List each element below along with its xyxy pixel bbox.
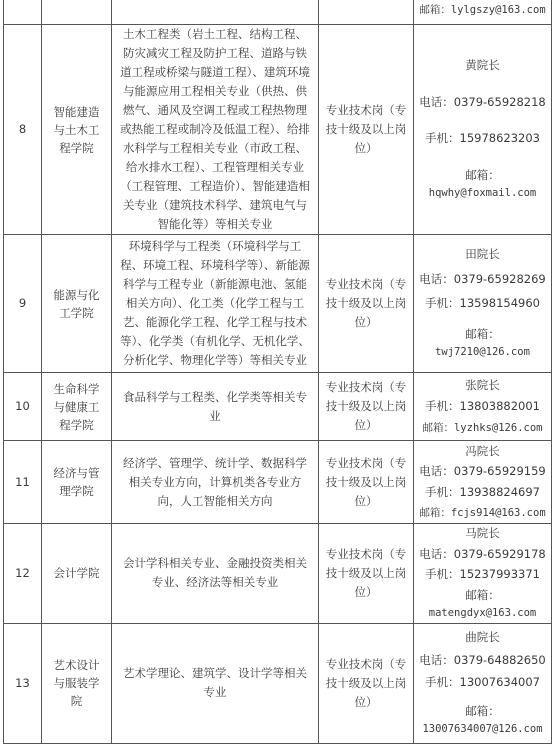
contact-mobile: 手机：15978623203: [425, 131, 540, 146]
contact-email: 邮箱：lyzhks@126.com: [422, 421, 543, 434]
contact-cell: [414, 0, 552, 25]
position-text: 专业技术岗（专技十级及以上岗位）: [319, 373, 414, 441]
contact-cell: [414, 373, 552, 441]
position-text: 专业技术岗（专技十级及以上岗位）: [319, 25, 414, 235]
majors-text: 环境科学与工程类（环境科学与工程、环境工程、环境科学等）、新能源科学与工程专业（新能源电池、氢能相关方向）、化工类（化学工程与工艺、能源化学工程、化学工程与技术等）、化学类（有机化学、无机化学、分析化学、物理化学等）等相关专业: [112, 235, 319, 373]
table-row: [4, 0, 552, 25]
contact-phone: 电话：0379-65929178: [419, 546, 546, 561]
majors-text: 食品科学与工程类、化学类等相关专业: [112, 373, 319, 441]
contact-email-label: 邮箱：: [465, 167, 500, 182]
contact-mobile: 手机：15237993371: [425, 567, 540, 582]
contact-mobile: 手机：13007634007: [425, 675, 540, 690]
contact-name: 张院长: [465, 377, 500, 392]
contact-email-label: 邮箱：: [465, 326, 500, 341]
contact-phone: 电话：0379-65928269: [419, 271, 546, 286]
row-index: 8: [4, 25, 42, 235]
table-row: [4, 373, 552, 441]
position-text: 专业技术岗（专技十级及以上岗位）: [319, 623, 414, 743]
row-index: 13: [4, 623, 42, 743]
contact-email: twj7210@126.com: [435, 346, 530, 359]
college-name: 智能建造与土木工程学院: [42, 25, 112, 235]
college-name: 生命科学与健康工程学院: [42, 373, 112, 441]
contact-email: hqwhy@foxmail.com: [428, 187, 537, 200]
majors-text: 会计学科相关专业、金融投资类相关专业、经济法等相关专业: [112, 524, 319, 624]
position-text: 专业技术岗（专技十级及以上岗位）: [319, 235, 414, 373]
table-row: [4, 25, 552, 235]
contact-email-label: 邮箱：: [465, 587, 500, 602]
recruitment-table: [3, 0, 552, 744]
row-index: 10: [4, 373, 42, 441]
table-row: [4, 623, 552, 743]
contact-cell: [414, 25, 552, 235]
index-cell: [4, 0, 42, 25]
contact-mobile: 手机：13803882001: [425, 399, 540, 414]
position-text: 专业技术岗（专技十级及以上岗位）: [319, 441, 414, 524]
contact-phone: 电话：0379-65928218: [419, 94, 546, 109]
college-name: 能源与化工学院: [42, 235, 112, 373]
contact-mobile: 手机：13598154960: [425, 296, 540, 311]
contact-email: 邮箱：lylgszy@163.com: [419, 4, 546, 17]
contact-cell: [414, 441, 552, 524]
position-text: 专业技术岗（专技十级及以上岗位）: [319, 524, 414, 624]
contact-phone: 电话：0379-64882650: [419, 652, 546, 667]
contact-name: 曲院长: [465, 629, 500, 644]
contact-email: 13007634007@126.com: [422, 723, 543, 736]
majors-text: 艺术学理论、建筑学、设计学等相关专业: [112, 623, 319, 743]
table-row: [4, 441, 552, 524]
position-cell: [319, 0, 414, 25]
college-cell: [42, 0, 112, 25]
college-name: 会计学院: [42, 524, 112, 624]
college-name: 经济与管理学院: [42, 441, 112, 524]
contact-name: 冯院长: [465, 443, 500, 458]
college-name: 艺术设计与服装学院: [42, 623, 112, 743]
majors-text: 土木工程类（岩土工程、结构工程、防灾减灾工程及防护工程、道路与铁道工程或桥梁与隧道工程）、建筑环境与能源应用工程相关专业（供热、供燃气、通风及空调工程或工程热物理或热能工程或制冷及低温工程）、给排水科学与工程相关专业（市政工程、给水排水工程）、工程管理相关专业（工程管理、工程造价）、智能建造相关专业（建筑技术科学、建筑电气与智能化等）等相关专业: [112, 25, 319, 235]
contact-cell: [414, 235, 552, 373]
row-index: 11: [4, 441, 42, 524]
majors-cell: [112, 0, 319, 25]
contact-name: 黄院长: [465, 58, 500, 73]
row-index: 12: [4, 524, 42, 624]
row-index: 9: [4, 235, 42, 373]
contact-email-label: 邮箱：: [465, 703, 500, 718]
contact-name: 田院长: [465, 247, 500, 262]
contact-email: 邮箱：fcjs914@163.com: [419, 506, 546, 519]
contact-cell: [414, 524, 552, 624]
contact-phone: 电话：0379-65929159: [419, 464, 546, 479]
contact-mobile: 手机：13938824697: [425, 485, 540, 499]
table-row: [4, 524, 552, 624]
contact-cell: [414, 623, 552, 743]
contact-email: matengdyx@163.com: [428, 607, 537, 620]
majors-text: 经济学、管理学、统计学、数据科学相关专业方向，计算机类各专业方向，人工智能相关方向: [112, 441, 319, 524]
contact-name: 马院长: [465, 526, 500, 540]
table-row: [4, 235, 552, 373]
